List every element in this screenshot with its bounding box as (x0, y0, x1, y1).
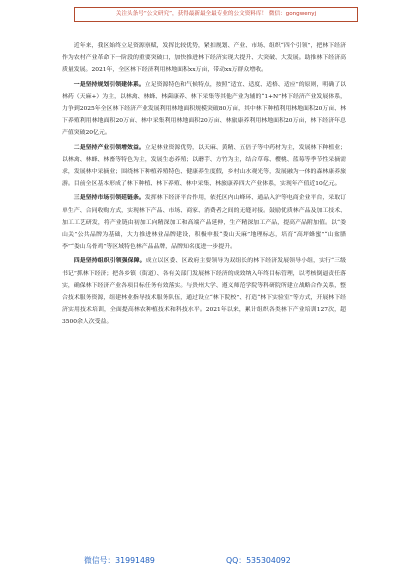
section-paragraph-3 (62, 192, 346, 253)
promo-banner: 关注头条号“公文研究”，获得最新最全最专业的公文资料库！ 微信：gongwenyj (74, 7, 358, 22)
intro-paragraph: 近年来，我区始终立足资源禀赋，发挥比较优势，紧扣规划、产业、市场、组织“四个引领”，把林下经济作为农村产业革命下一阶段的重要突破口，加快推进林下经济实现大提升、大突破、大发展。助推林下经济高质量发展。2021年，全区林下经济利用林地面积xx万亩，带动xx万群众增收。 (62, 43, 346, 74)
wechat-id: 微信号：31991489 (84, 556, 155, 565)
section-paragraph-2 (62, 142, 346, 191)
section-body-1: 立足资源特色和气候特点，按照“适宜、适度、适格、适应”的原则，明确了以林药（天麻+）为主，以林禽、林蜂、林菌康养、林下采集等其他产业为辅的“1+N”林下经济产业发展体系，力争到2025年全区林下经济产业发展利用林地面积规模突破80万亩，其中林下种植利用林地面积20万亩、林下养殖利用林地面积20万亩、林中采集利用林地面积20万亩、林旅康养利用林地面积20万亩，林下经济年总产值突破20亿元。 (62, 81, 347, 137)
section-body-2: 立足林业资源优势，以天麻、黄精、五倍子等中药材为主，发展林下种植业；以林禽、林蜂、林畜等特色为主，发展生态养殖；以蘑芋、方竹为主，结合草莓、樱桃、蓝莓等季节性采摘需求，发展林中采摘业；围绕林下种植养殖特色、健康养生度假，乡村山水观光等，发展融为一体的森林康养旅游。目前全区基本形成了林下种植、林下养殖、林中采集、林旅康养四大产业体系，实现年产值近10亿元。 (62, 144, 347, 188)
section-paragraph-1 (62, 79, 346, 140)
section-heading-2: 二是坚持产业引领增效益。 (73, 144, 145, 151)
section-heading-1: 一是坚持规划引领建体系。 (73, 81, 145, 88)
section-heading-3: 三是坚持市场引领延链条。 (73, 195, 145, 202)
section-heading-4: 四是坚持组织引领强保障。 (73, 258, 146, 265)
document-body (62, 40, 346, 329)
contact-footer (60, 555, 350, 567)
qq-id: QQ：535304092 (226, 556, 291, 565)
section-paragraph-4 (62, 255, 346, 328)
section-body-4: 成立以区委、区政府主要领导为双组长的林下经济发展领导小组，实行“三级书记”抓林下经济；把各乡镇（街道）、各有关部门发展林下经济的成效纳入年终目标管理，以考核倒逼责任落实，确保林下经济产业各项目标任务有效落实。与贵州大学、遵义师范学院等科研院所建立战略合作关系，整合技术服务资源，组建林业指导技术服务队伍，通过设立“林下院校”、打造“林下实验室”等方式，开展林下经济实用技术培训，全面提高林农种植技术和科技水平。2021年以来，累计组织各类林下产业培训127次，超3500余人次受益。 (62, 258, 347, 326)
section-body-3: 发挥林下经济平台作用，依托区内山峰环、通品入沪等电商企业平台，采取订单生产、合同收购方式，实现林下产品、市场、商家、消费者之间的无缝对接。鼓励优质林产品及加工技术、加工工艺研发，将产业链由初加工向精深加工和高端产品延伸，生产精深加工产品，提高产品附加值。以“娄山关”公共品牌为基础，大力推进林业品牌建设，积极申报“娄山天麻”地理标志，培育“高坪蜂蜜”“山盆腊李”“娄山乌骨鸡”等区域特色林产品品牌，品牌知名度进一步提升。 (62, 195, 347, 251)
